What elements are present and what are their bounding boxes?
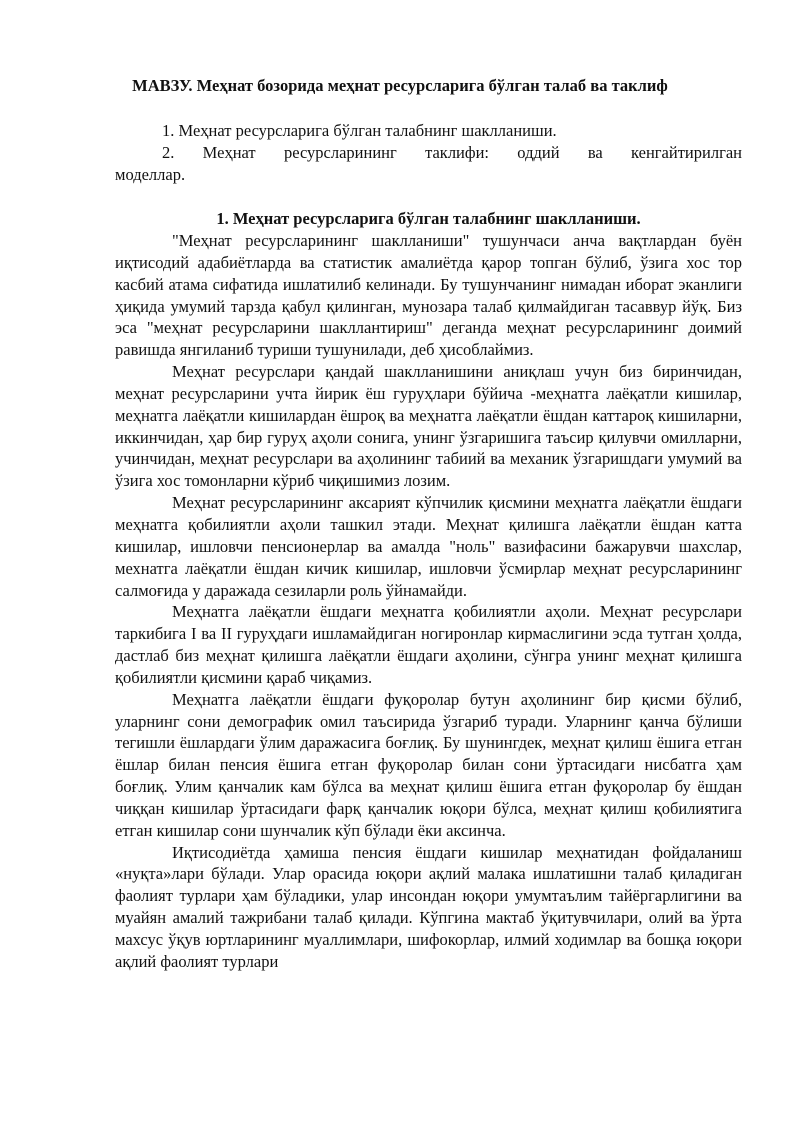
- section-heading: 1. Меҳнат ресурсларига бўлган талабнинг шаклланиши.: [216, 209, 641, 228]
- plan-item-2-continuation: моделлар.: [115, 165, 186, 184]
- document-body: [115, 230, 742, 973]
- paragraph-6: Иқтисодиётда ҳамиша пенсия ёшдаги кишилар меҳнатидан фойдаланиш «нуқта»лари бўлади. Улар орасида юқори ақлий малака ишлатишни талаб қиладиган фаолият турлари ҳам бўладики, улар инсондан юқори умумтаълим тайёргарлигини ва муайян амалий тажрибани талаб қилади. Кўпгина мактаб ўқитувчилари, олий ва ўрта махсус ўқув юртларининг муаллимлари, шифокорлар, илмий ходимлар ва бошқа юқори ақлий фаолият турлари: [115, 842, 742, 971]
- paragraph-4: Меҳнатга лаёқатли ёшдаги меҳнатга қобилиятли аҳоли. Меҳнат ресурслари таркибига I ва II гуруҳдаги ишламайдиган ногиронлар кирмаслигини эсда тутган ҳолда, дастлаб биз меҳнат қилишга лаёқатли ёшдаги аҳолини, сўнгра унинг меҳнат қилишга қобилиятли қисмини қараб чиқамиз.: [115, 602, 742, 687]
- plan-item-1: 1. Меҳнат ресурсларига бўлган талабнинг шаклланиши.: [162, 121, 557, 140]
- paragraph-3: Меҳнат ресурсларининг аксарият кўпчилик қисмини меҳнатга лаёқатли ёшдаги меҳнатга қобилиятли аҳоли ташкил этади. Меҳнат қилишга лаёқатли ёшдан катта кишилар, ишловчи пенсионерлар ва амалда "ноль" вазифасини бажарувчи шахслар, мехнатга лаёқатли ёшдан кичик кишилар, ишловчи ўсмирлар меҳнат ресурсларининг салмоғида у даражада сезиларли роль ўйнамайди.: [115, 493, 742, 600]
- paragraph-1: "Меҳнат ресурсларининг шаклланиши" тушунчаси анча вақтлардан буён иқтисодий адабиётларда ва статистик амалиётда қарор топган бўлиб, ўзига хос тор касбий атама сифатида ишлатилиб келинади. Бу тушунчанинг нимадан иборат эканлиги ҳиқида умумий тарзда қабул қилинган, мунозара талаб қилмайдиган тасаввур йўқ. Биз эса "меҳнат ресурсларини шакллантириш" деганда меҳнат ресурсларининг доимий равишда янгиланиб туриши тушунилади, деб ҳисоблаймиз.: [115, 231, 742, 360]
- plan-item-2: 2. Меҳнат ресурсларининг таклифи: оддий ва кенгайтирилган: [162, 143, 742, 162]
- paragraph-5: Меҳнатга лаёқатли ёшдаги фуқоролар бутун аҳолининг бир қисми бўлиб, уларнинг сони демографик омил таъсирида ўзгариб туради. Уларнинг қанча бўлиши тегишли ёшлардаги ўлим даражасига боғлиқ. Бу шунингдек, меҳнат қилиш ёшига етган ёшлар билан пенсия ёшига етган фуқоролар билан сони ўртасидаги нисбатга ҳам боғлиқ. Улим қанчалик кам бўлса ва меҳнат қилиш ёшига етган фуқоролар бу ёшдан чиққан кишилар ўртасидаги фарқ қанчалик юқори бўлса, меҳнат қилиш қобилиятига етган кишилар сони шунчалик кўп бўлади ёки аксинча.: [115, 689, 742, 840]
- document-title: МАВЗУ. Меҳнат бозорида меҳнат ресурсларига бўлган талаб ва таклиф: [132, 76, 668, 95]
- paragraph-2: Меҳнат ресурслари қандай шаклланишини аниқлаш учун биз биринчидан, меҳнат ресурсларини учта йирик ёш гуруҳлари бўйича -меҳнатга лаёқатли кишилар, меҳнатга лаёқатли кишилардан ёшроқ ва меҳнатга лаёқатли ёшдан каттароқ кишиларни, иккинчидан, ҳар бир гуруҳ аҳоли сонига, унинг ўзгаришига таъсир қилувчи омилларни, учинчидан, меҳнат ресурслари ва аҳолининг табиий ва механик ўзгаришдаги умумий ва ўзига хос томонларни кўриб чиқишимиз лозим.: [115, 362, 742, 491]
